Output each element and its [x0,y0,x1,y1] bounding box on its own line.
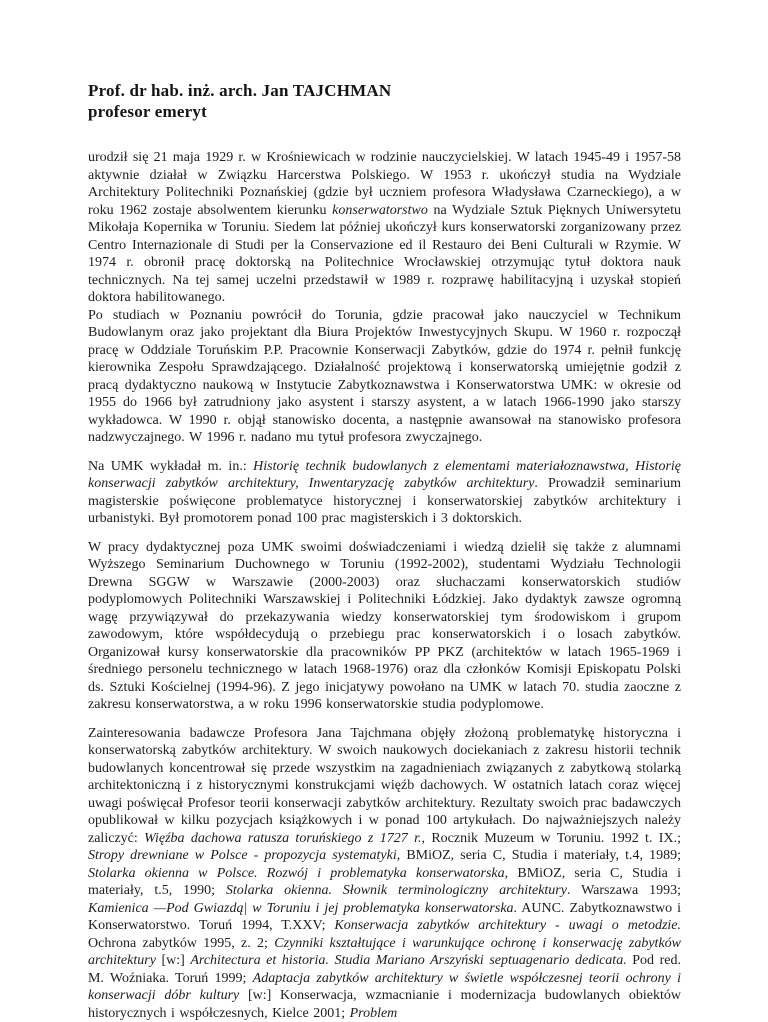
paragraph [88,307,681,447]
paragraph [88,149,681,307]
text-run: . Prowadził seminarium magisterskie poświęcone problematyce historycznej i konserwatorskiej zabytków architektury i urbanistyki. Był promotorem ponad 100 prac magisterskich i 3 doktorskich. [88,476,681,526]
italic-text-run: Problem [350,1006,398,1021]
text-run: [w:] Konserwacja, wzmacnianie i modernizacja budowlanych obiektów historycznych i współczesnych, Kielce 2001; [88,988,681,1021]
italic-text-run: konserwatorstwo [332,203,428,218]
text-run: , BMiOZ, seria C, Studia i materiały, t.5, 1990; [88,866,681,899]
text-run: . Warszawa 1993; [567,883,681,898]
text-run: Ochrona zabytków 1995, z. 2; [88,936,274,951]
text-run: . AUNC. Zabytkoznawstwo i Konserwatorstwo. Toruń 1994, T.XXV; [88,901,681,934]
italic-text-run: Kamienica —Pod Gwiazdą| w Toruniu i jej problematyka konserwatorska [88,901,514,916]
text-run: urodził się 21 maja 1929 r. w Krośniewicach w rodzinie nauczycielskiej. W latach 1945-49 i 1957-58 aktywnie działał w Związku Harcerstwa Polskiego. W 1953 r. ukończył studia na Wydziale Architektury Politechniki Poznańskiej (gdzie był uczniem profesora Władysława Czarneckiego), a w roku 1962 zostaje absolwentem kierunku [88,150,681,218]
text-run: , BMiOZ, seria C, Studia i materiały, t.4, 1989; [397,848,681,863]
italic-text-run: Adaptacja zabytków architektury w świetle współczesnej teorii ochrony i konserwacji dóbr kultury [88,971,681,1004]
italic-text-run: Historię technik budowlanych z elementami materiałoznawstwa, Historię konserwacji zabytków architektury, Inwentaryzację zabytków architektury [88,459,681,492]
italic-text-run: Stolarka okienna. Słownik terminologiczny architektury [226,883,567,898]
italic-text-run: Czynniki kształtujące i warunkujące ochronę i konserwację zabytków architektury [88,936,681,969]
document-header [88,80,681,122]
document-body [88,149,681,1022]
paragraph [88,725,681,1022]
paragraph [88,539,681,714]
italic-text-run: Architectura et historia. Studia Mariano Arszyński septuagenario dedicata. [190,953,626,968]
text-run: W pracy dydaktycznej poza UMK swoimi doświadczeniami i wiedzą dzielił się także z alumnami Wyższego Seminarium Duchownego w Toruniu (1992-2002), studentami Wydziału Technologii Drewna SGGW w Warszawie (2000-2003) oraz słuchaczami konserwatorskich studiów podyplomowych Politechniki Warszawskiej i Politechniki Łódzkiej. Jako dydaktyk zawsze ogromną wagę przywiązywał do przekazywania wiedzy konserwatorskiej tym środowiskom i grupom zawodowym, które współdecydują o przebiegu prac konserwatorskich i o losach zabytków. Organizował kursy konserwatorskie dla pracowników PP PKZ (architektów w latach 1965-1969 i średniego personelu technicznego w latach 1968-1976) oraz dla członków Komisji Episkopatu Polski ds. Sztuki Kościelnej (1994-96). Z jego inicjatywy powołano na UMK w latach 70. studia zaoczne z zakresu konserwatorstwa, a w roku 1996 konserwatorskie studia podyplomowe. [88,540,681,713]
text-run: Na UMK wykładał m. in.: [88,459,253,474]
text-run: Zainteresowania badawcze Profesora Jana Tajchmana objęły złożoną problematykę historyczna i konserwatorską zabytków architektury. W swoich naukowych dociekaniach z zakresu historii technik budowlanych koncentrował się przede wszystkim na zagadnieniach związanych z zabytkową stolarką architektoniczną i z historycznymi konstrukcjami więźb dachowych. W ostatnich latach coraz więcej uwagi poświęcał Profesor teorii konserwacji zabytków architektury. Rezultaty swoich prac badawczych opublikował w kilku pozycjach książkowych i w ponad 100 artykułach. Do najważniejszych należy zaliczyć: [88,726,681,846]
text-run: [w:] [156,953,190,968]
text-run: Pod red. M. Woźniaka. Toruń 1999; [88,953,681,986]
text-run: Po studiach w Poznaniu powrócił do Torunia, gdzie pracował jako nauczyciel w Technikum Budowlanym oraz jako projektant dla Biura Projektów Inwestycyjnych Skupu. W 1960 r. rozpoczął pracę w Oddziale Toruńskim P.P. Pracownie Konserwacji Zabytków, gdzie do 1974 r. pełnił funkcję kierownika Zespołu Sprawdzającego. Działalność projektową i konserwatorską umiejętnie godził z pracą dydaktyczno naukową w Instytucie Zabytkoznawstwa i Konserwatorstwa UMK: w okresie od 1955 do 1966 był zatrudniony jako asystent i starszy asystent, a w latach 1966-1990 jako starszy wykładowca. W 1990 r. objął stanowisko docenta, a następnie awansował na stanowisko profesora nadzwyczajnego. W 1996 r. nadano mu tytuł profesora zwyczajnego. [88,308,681,446]
document-subtitle: profesor emeryt [88,101,681,122]
italic-text-run: Stolarka okienna w Polsce. Rozwój i problematyka konserwatorska [88,866,505,881]
italic-text-run: Stropy drewniane w Polsce - propozycja systematyki [88,848,397,863]
italic-text-run: Więźba dachowa ratusza toruńskiego z 1727 r. [144,831,421,846]
text-run: , Rocznik Muzeum w Toruniu. 1992 t. IX.; [421,831,681,846]
italic-text-run: Konserwacja zabytków architektury - uwagi o metodzie. [334,918,681,933]
document-title: Prof. dr hab. inż. arch. Jan TAJCHMAN [88,80,681,101]
text-run: na Wydziale Sztuk Pięknych Uniwersytetu Mikołaja Kopernika w Toruniu. Siedem lat później ukończył kurs konserwatorski zorganizowany przez Centro Internazionale di Studi per la Conservazione ed il Restauro dei Beni Culturali w Rzymie. W 1974 r. obronił pracę doktorską na Politechnice Wrocławskiej otrzymując tytuł doktora nauk technicznych. Na tej samej uczelni przedstawił w 1989 r. rozprawę habilitacyjną i uzyskał stopień doktora habilitowanego. [88,203,681,306]
paragraph [88,458,681,528]
